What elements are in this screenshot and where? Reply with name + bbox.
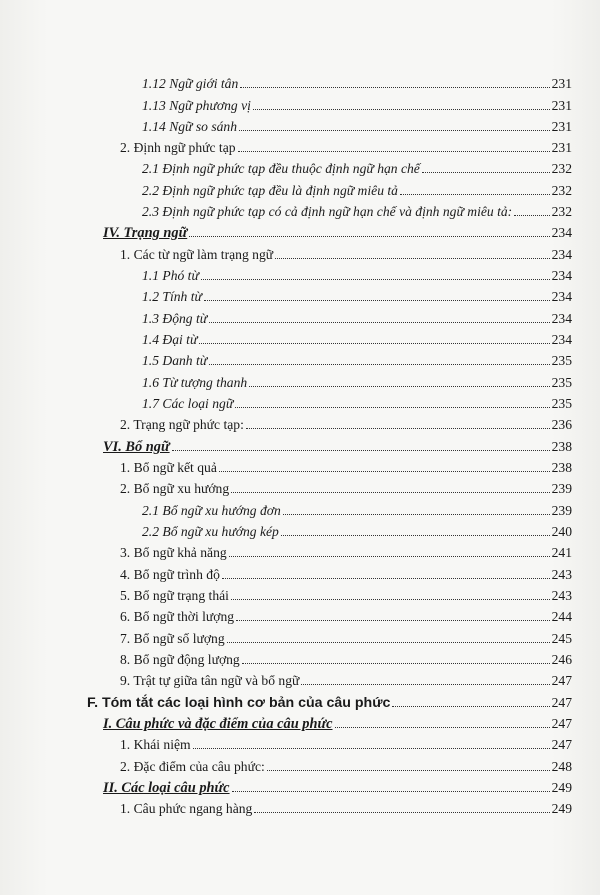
toc-entry-page: 249 [551,780,572,796]
dot-leader [253,109,550,110]
toc-entry-page: 235 [551,353,572,369]
toc-entry [120,668,572,689]
dot-leader [239,130,550,131]
toc-entry [142,519,572,540]
dot-leader [242,663,550,664]
toc-entry [142,370,572,391]
toc-entry [120,604,572,625]
dot-leader [254,812,549,813]
toc-entry [142,284,572,305]
toc-entry [120,754,572,775]
toc-entry [120,796,572,817]
toc-entry-page: 234 [551,289,572,305]
toc-section-entry [87,690,572,711]
toc-entry [142,348,572,369]
toc-entry-title: 8. Bổ ngữ động lượng [120,652,240,668]
dot-leader [283,514,550,515]
toc-entry-page: 231 [551,119,572,135]
toc-entry-page: 234 [551,225,572,241]
toc-entry-title: 1.2 Tính từ [142,289,202,305]
toc-entry-page: 244 [551,609,572,625]
toc-entry [142,199,572,220]
toc-entry-title: 9. Trật tự giữa tân ngữ và bổ ngữ [120,673,300,689]
dot-leader [204,300,550,301]
toc-entry [120,732,572,753]
toc-entry-title: 4. Bổ ngữ trình độ [120,567,220,583]
toc-entry-title: 1. Các từ ngữ làm trạng ngữ [120,247,274,263]
dot-leader [231,492,549,493]
dot-leader [209,364,549,365]
toc-entry-page: 234 [551,268,572,284]
toc-entry-title: 2.2 Bổ ngữ xu hướng kép [142,524,279,540]
toc-entry [103,220,572,241]
toc-entry-page: 231 [551,98,572,114]
toc-entry-page: 239 [551,503,572,519]
dot-leader [231,599,550,600]
toc-entry [142,114,572,135]
toc-entry-page: 243 [551,588,572,604]
toc-entry-page: 249 [551,801,572,817]
dot-leader [209,322,549,323]
toc-entry-page: 238 [551,439,572,455]
toc-entry [103,775,572,796]
dot-leader [235,407,549,408]
dot-leader [232,791,550,792]
toc-entry-title: I. Câu phức và đặc điểm của câu phức [103,716,333,733]
dot-leader [514,215,549,216]
dot-leader [227,642,550,643]
toc-entry [120,647,572,668]
toc-entry [142,156,572,177]
toc-entry-title: 1.1 Phó từ [142,268,199,284]
toc-entry [103,711,572,732]
toc-entry-title: 1.13 Ngữ phương vị [142,98,251,114]
toc-entry [142,93,572,114]
dot-leader [193,748,550,749]
toc-entry-page: 232 [551,161,572,177]
toc-entry [142,263,572,284]
dot-leader [249,386,549,387]
toc-entry-title: 1. Bổ ngữ kết quả [120,460,217,476]
toc-entry-page: 235 [551,396,572,412]
dot-leader [400,194,550,195]
toc-entry-title: 1. Câu phức ngang hàng [120,801,253,817]
toc-entry-title: 3. Bổ ngữ khả năng [120,545,227,561]
dot-leader [219,471,550,472]
toc-entry [120,412,572,433]
dot-leader [422,172,550,173]
toc-entry-title: 6. Bổ ngữ thời lượng [120,609,235,625]
toc-entry-page: 245 [551,631,572,647]
toc-entry [142,178,572,199]
dot-leader [267,770,550,771]
toc-entry-title: IV. Trạng ngữ [103,225,188,242]
dot-leader [301,684,549,685]
toc-entry-title: 1.3 Động từ [142,311,208,327]
toc-entry-page: 243 [551,567,572,583]
toc-entry-title: 1.7 Các loại ngữ [142,396,234,412]
toc-entry [142,71,572,92]
toc-entry-page: 241 [551,545,572,561]
toc-entry-title: 5. Bổ ngữ trạng thái [120,588,229,604]
dot-leader [201,279,550,280]
dot-leader [392,706,549,707]
toc-entry-title: 1.12 Ngữ giới tân [142,76,239,92]
toc-entry-page: 247 [551,695,572,711]
toc-entry-page: 247 [551,716,572,732]
toc-entry-page: 234 [551,311,572,327]
toc-entry-page: 247 [551,673,572,689]
toc-entry-page: 235 [551,375,572,391]
dot-leader [222,578,550,579]
toc-entry-page: 232 [551,204,572,220]
toc-entry [142,498,572,519]
toc-entry-page: 234 [551,247,572,263]
dot-leader [240,87,549,88]
dot-leader [246,428,550,429]
toc-entry [120,562,572,583]
dot-leader [238,151,550,152]
toc-entry-title: 2. Định ngữ phức tạp [120,140,236,156]
toc-entry-page: 238 [551,460,572,476]
toc-entry-page: 239 [551,481,572,497]
toc-entry-title: 2.2 Định ngữ phức tạp đều là định ngữ miêu tả [142,183,398,199]
toc-entry [120,540,572,561]
toc-entry [103,434,572,455]
toc-entry-page: 236 [551,417,572,433]
toc-entry-title: F. Tóm tắt các loại hình cơ bản của câu phức [87,695,391,712]
toc-entry-title: 1.6 Từ tượng thanh [142,375,248,391]
toc-entry-title: 2.1 Định ngữ phức tạp đều thuộc định ngữ hạn chế [142,161,420,177]
dot-leader [189,236,549,237]
toc-entry-page: 231 [551,76,572,92]
toc-entry-title: II. Các loại câu phức [103,780,230,797]
toc-entry-title: 1. Khái niệm [120,737,191,753]
toc-entry-page: 234 [551,332,572,348]
toc-entry-title: 1.4 Đại từ [142,332,198,348]
toc-entry-page: 246 [551,652,572,668]
dot-leader [335,727,550,728]
toc-entry-title: 1.5 Danh từ [142,353,208,369]
toc-entry [120,455,572,476]
dot-leader [229,556,550,557]
dot-leader [275,258,550,259]
toc-entry-title: 2. Trạng ngữ phức tạp: [120,417,244,433]
toc-entry-page: 240 [551,524,572,540]
toc-entry [142,391,572,412]
toc-entry [120,476,572,497]
toc-entry [120,626,572,647]
toc-entry [142,306,572,327]
dot-leader [172,450,550,451]
dot-leader [281,535,550,536]
toc-entry-title: 2. Đặc điểm của câu phức: [120,759,265,775]
toc-entry [120,135,572,156]
dot-leader [199,343,549,344]
toc-entry-title: 2. Bổ ngữ xu hướng [120,481,230,497]
toc-entry-title: 7. Bổ ngữ số lượng [120,631,225,647]
toc-entry-page: 247 [551,737,572,753]
toc-entry [120,242,572,263]
toc-entry-page: 232 [551,183,572,199]
toc-entry-title: 2.3 Định ngữ phức tạp có cả định ngữ hạn chế và định ngữ miêu tả: [142,204,513,220]
toc-entry-title: VI. Bổ ngữ [103,439,170,456]
toc-entry-page: 248 [551,759,572,775]
toc-entry [142,327,572,348]
toc-entry-title: 1.14 Ngữ so sánh [142,119,238,135]
toc-entry-title: 2.1 Bổ ngữ xu hướng đơn [142,503,281,519]
toc-entry [120,583,572,604]
toc-entry-page: 231 [551,140,572,156]
dot-leader [236,620,550,621]
